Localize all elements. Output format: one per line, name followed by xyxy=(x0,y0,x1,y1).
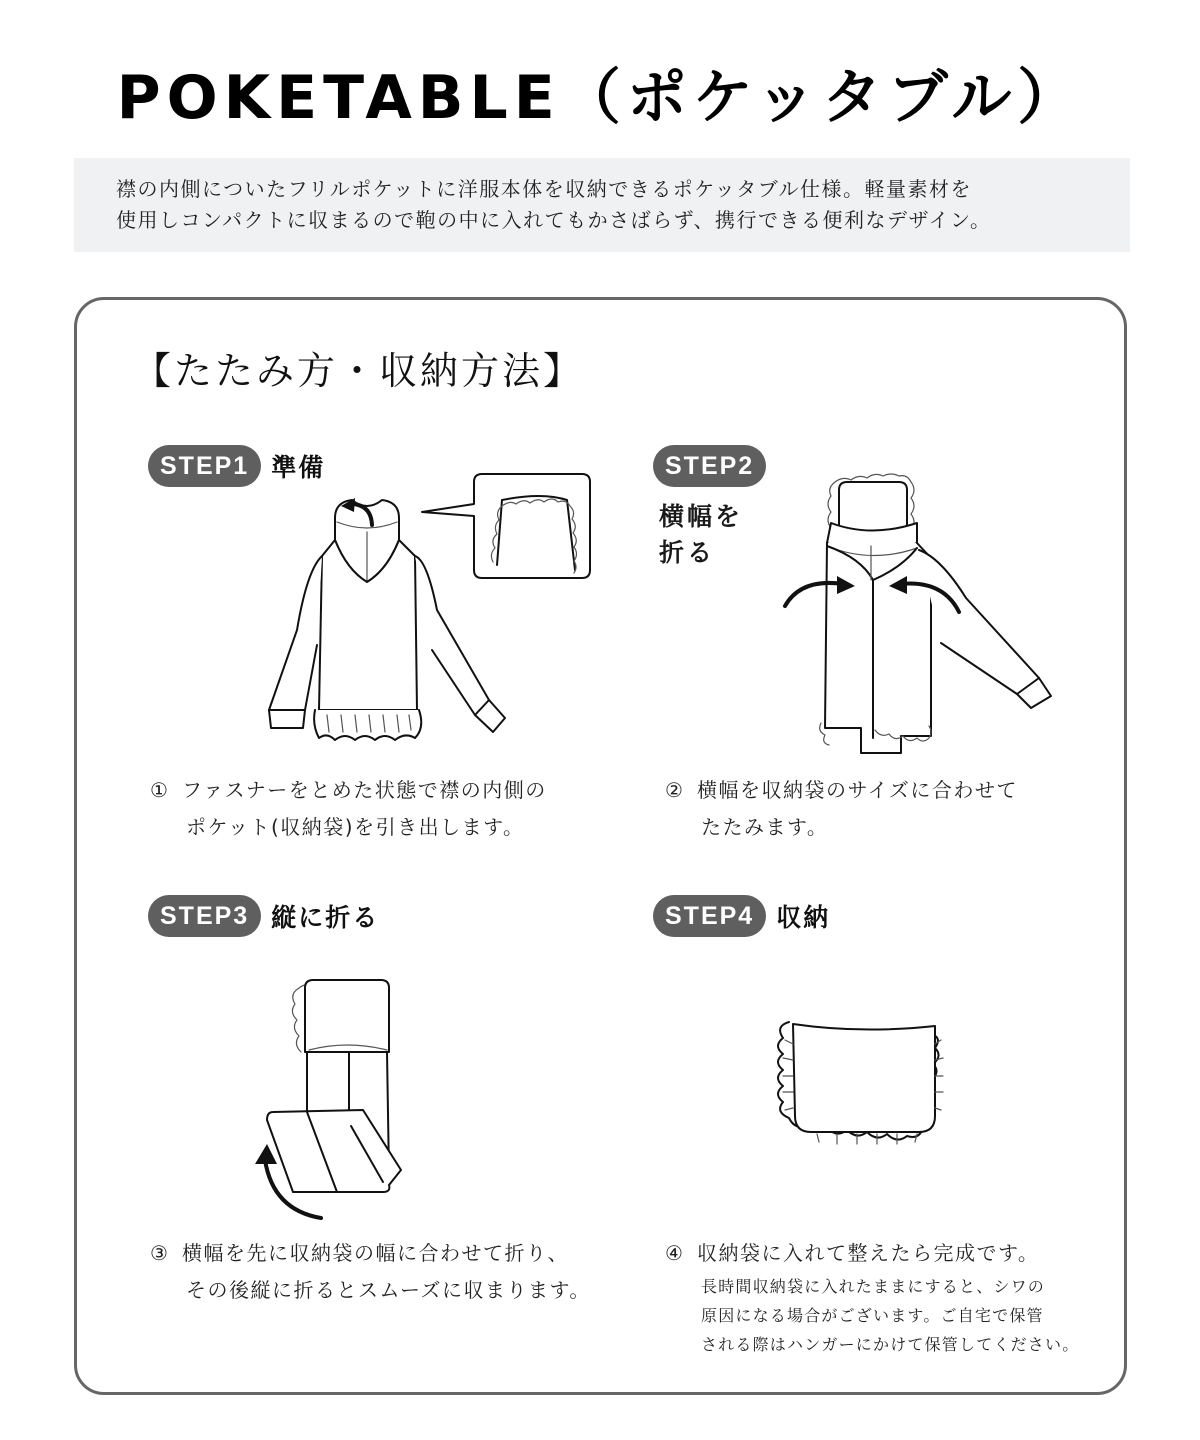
step-1-description: ① ファスナーをとめた状態で襟の内側の ポケット(収納袋)を引き出します。 xyxy=(150,772,547,846)
step-3-header xyxy=(148,895,379,937)
packed-pouch-illustration xyxy=(771,1010,961,1160)
step-name: 横幅を折る xyxy=(659,502,744,567)
storage-note: 長時間収納袋に入れたままにすると、シワの 原因になる場合がございます。ご自宅で保管 される際はハンガーにかけて保管してください。 xyxy=(701,1277,1080,1354)
intro-description xyxy=(74,158,1130,252)
step-number: ④ xyxy=(665,1241,685,1265)
step-2-description: ② 横幅を収納袋のサイズに合わせて たたみます。 xyxy=(665,772,1018,846)
step-name: 準備 xyxy=(271,453,326,482)
step-badge: STEP2 xyxy=(653,445,766,487)
fold-vertical-illustration xyxy=(243,960,443,1230)
step-4-header xyxy=(653,895,830,937)
step-name: 縦に折る xyxy=(271,903,380,932)
step-3-description: ③ 横幅を先に収納袋の幅に合わせて折り、 その後縦に折るとスムーズに収まります。 xyxy=(150,1235,591,1309)
guide-title: 【たたみ方・収納方法】 xyxy=(133,349,585,393)
step-badge: STEP3 xyxy=(148,895,261,937)
intro-line: 使用しコンパクトに収まるので鞄の中に入れてもかさばらず、携行できる便利なデザイン。 xyxy=(116,208,992,232)
intro-line: 襟の内側についたフリルポケットに洋服本体を収納できるポケッタブル仕様。軽量素材を xyxy=(116,177,972,201)
step-number: ③ xyxy=(150,1241,170,1265)
step-2-header xyxy=(653,445,766,567)
hoodie-back-illustration xyxy=(257,470,617,750)
step-name: 収納 xyxy=(776,903,831,932)
folding-guide-panel xyxy=(74,297,1127,1395)
step-badge: STEP4 xyxy=(653,895,766,937)
step-number: ② xyxy=(665,778,685,802)
step-badge: STEP1 xyxy=(148,445,261,487)
step-4-description: ④ 収納袋に入れて整えたら完成です。 長時間収納袋に入れたままにすると、シワの 原因になる場合がございます。ご自宅で保管 される際はハンガーにかけて保管してください。 xyxy=(665,1235,1079,1359)
step-number: ① xyxy=(150,778,170,802)
page-title: POKETABLE（ポケッタブル） xyxy=(116,63,1084,133)
hoodie-fold-sides-illustration xyxy=(771,468,1061,768)
